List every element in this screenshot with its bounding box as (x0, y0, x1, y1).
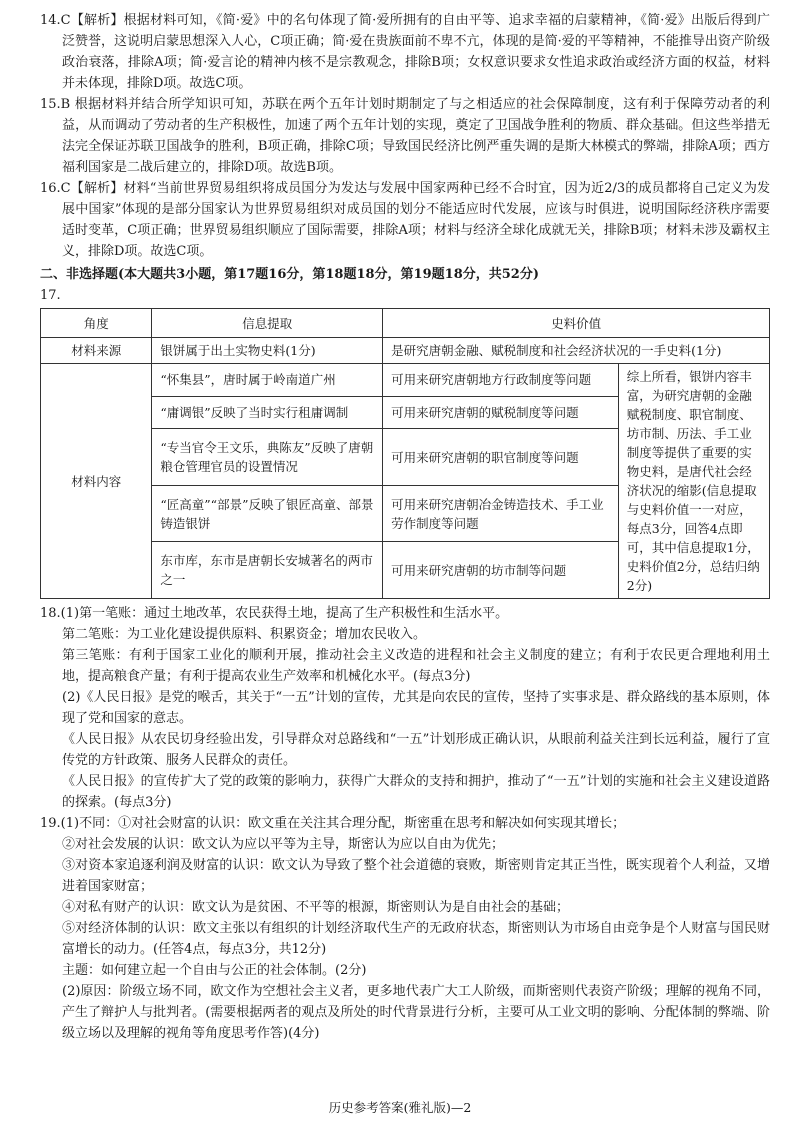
info-cell: 东市库，东市是唐朝长安城著名的两市之一 (152, 542, 383, 599)
answer-19-part2: (2)原因：阶级立场不同，欧文作为空想社会主义者，更多地代表广大工人阶级，而斯密则代表资产阶级；理解的视角不同，产生了辩护人与批判者。(需要根据两者的观点及所处的时代背景进行分析，主要可从工业文明的影响、分配体制的弊端、阶级立场以及理解的视角等角度思考作答)(4分) (62, 984, 770, 1041)
answer-18-account2: 第二笔账：为工业化建设提供原料、积累资金；增加农民收入。 (62, 627, 427, 642)
source-info-cell: 银饼属于出土实物史料(1分) (152, 338, 383, 364)
header-info: 信息提取 (152, 309, 383, 338)
answer-14-text: 根据材料可知，《简·爱》中的名句体现了简·爱所拥有的自由平等、追求幸福的启蒙精神，《简·爱》出版后得到广泛赞誉，这说明启蒙思想深入人心，C项正确；简·爱在贵族面前不卑不亢，体现的是简·爱的平等精神，不能推导出资产阶级政治衰落，排除A项；简·爱言论的精神内核不是宗教观念，排除B项；女权意识要求女性追求政治或经济方面的权益，材料并未体现，排除D项。故选C项。 (62, 13, 770, 91)
answer-18-part1: 18.(1)第一笔账：通过土地改革，农民获得土地，提高了生产积极性和生活水平。 (40, 606, 509, 621)
answer-16 (40, 178, 770, 262)
answer-16-tag: 【解析】 (70, 181, 124, 196)
summary-cell: 综上所看，银饼内容丰富，为研究唐朝的金融赋税制度、职官制度、坊市制、历法、手工业制度等提供了重要的实物史料，是唐代社会经济状况的缩影(信息提取与史料价值一一对应，每点3分，回答4点即可，其中信息提取1分，史料价值2分，总结归纳2分) (618, 364, 769, 599)
answer-18-point2: 《人民日报》从农民切身经验出发，引导群众对总路线和“一五”计划形成正确认识，从眼前利益关注到长远利益，履行了宣传党的方针政策、服务人民群众的责任。 (62, 732, 770, 768)
answer-18-part2: (2)《人民日报》是党的喉舌，其关于“一五”计划的宣传，尤其是向农民的宣传，坚持了实事求是、群众路线的基本原则，体现了党和国家的意志。 (62, 690, 770, 726)
value-cell: 可用来研究唐朝的职官制度等问题 (383, 429, 619, 486)
answer-14 (40, 10, 770, 94)
answer-19-theme: 主题：如何建立起一个自由与公正的社会体制。(2分) (62, 963, 367, 978)
answer-19-point2: ②对社会发展的认识：欧文认为应以平等为主导，斯密认为应以自由为优先； (62, 837, 505, 852)
answer-15-text: 根据材料并结合所学知识可知，苏联在两个五年计划时期制定了与之相适应的社会保障制度，这有利于保障劳动者的利益，从而调动了劳动者的生产积极性，加速了两个五年计划的实现，奠定了卫国战争胜利的物质、群众基础。但这些举措无法完全保证苏联卫国战争的胜利，B项正确，排除C项；导致国民经济比例严重失调的是斯大林模式的弊端，排除A项；西方福利国家是二战后建立的，排除D项。故选B项。 (62, 97, 770, 175)
content-angle-cell: 材料内容 (41, 364, 152, 599)
answer-15 (40, 94, 770, 178)
answer-18-account3: 第三笔账：有利于国家工业化的顺利开展，推动社会主义改造的进程和社会主义制度的建立；有利于农民更合理地利用土地，提高粮食产量；有利于提高农业生产效率和机械化水平。(每点3分) (62, 648, 770, 684)
answer-19-point3: ③对资本家追逐利润及财富的认识：欧文认为导致了整个社会道德的衰败，斯密则肯定其正当性，既实现着个人利益，又增进着国家财富； (62, 858, 770, 894)
question-17-number: 17. (40, 288, 61, 303)
value-cell: 可用来研究唐朝的赋税制度等问题 (383, 396, 619, 429)
answer-19-part1: 19.(1)不同：①对社会财富的认识：欧文重在关注其合理分配，斯密重在思考和解决如何实现其增长； (40, 816, 626, 831)
header-value: 史料价值 (383, 309, 770, 338)
table-row (41, 364, 770, 397)
info-cell: “怀集县”，唐时属于岭南道广州 (152, 364, 383, 397)
source-angle-cell: 材料来源 (41, 338, 152, 364)
info-cell: “专当官令王文乐，典陈友”反映了唐朝粮仓管理官员的设置情况 (152, 429, 383, 486)
info-cell: “庸调银”反映了当时实行租庸调制 (152, 396, 383, 429)
answer-17-table (40, 308, 770, 599)
value-cell: 可用来研究唐朝地方行政制度等问题 (383, 364, 619, 397)
table-row (41, 338, 770, 364)
answer-19-point5: ⑤对经济体制的认识：欧文主张以有组织的计划经济取代生产的无政府状态，斯密则认为市场自由竞争是个人财富与国民财富增长的动力。(任答4点，每点3分，共12分) (62, 921, 770, 957)
info-cell: “匠高童”“部景”反映了银匠高童、部景铸造银饼 (152, 485, 383, 542)
answer-page (40, 10, 770, 1044)
section-heading: 二、非选择题(本大题共3小题，第17题16分，第18题18分，第19题18分，共52分) (40, 267, 539, 282)
page-footer: 历史参考答案(雅礼版)—2 (328, 1100, 472, 1115)
answer-18-point3: 《人民日报》的宣传扩大了党的政策的影响力，获得广大群众的支持和拥护，推动了“一五”计划的实施和社会主义建设道路的探索。(每点3分) (62, 774, 770, 810)
header-angle: 角度 (41, 309, 152, 338)
answer-14-number: 14.C (40, 13, 71, 28)
answer-16-number: 16.C (40, 181, 71, 196)
table-header-row (41, 309, 770, 338)
source-value-cell: 是研究唐朝金融、赋税制度和社会经济状况的一手史料(1分) (383, 338, 770, 364)
value-cell: 可用来研究唐朝的坊市制等问题 (383, 542, 619, 599)
answer-15-number: 15.B (40, 97, 71, 112)
answer-14-tag: 【解析】 (70, 13, 124, 28)
answer-16-text: 材料“当前世界贸易组织将成员国分为发达与发展中国家两种已经不合时宜，因为近2/3的成员都将自己定义为发展中国家”体现的是部分国家认为世界贸易组织对成员国的划分不能适应时代发展，应该与时俱进，说明国际经济秩序需要适时变革，C项正确；世界贸易组织顺应了国际需要，排除A项；材料与经济全球化成就无关，排除B项；材料未涉及霸权主义，排除D项。故选C项。 (62, 181, 770, 259)
value-cell: 可用来研究唐朝冶金铸造技术、手工业劳作制度等问题 (383, 485, 619, 542)
answer-19-point4: ④对私有财产的认识：欧文认为是贫困、不平等的根源，斯密则认为是自由社会的基础； (62, 900, 570, 915)
